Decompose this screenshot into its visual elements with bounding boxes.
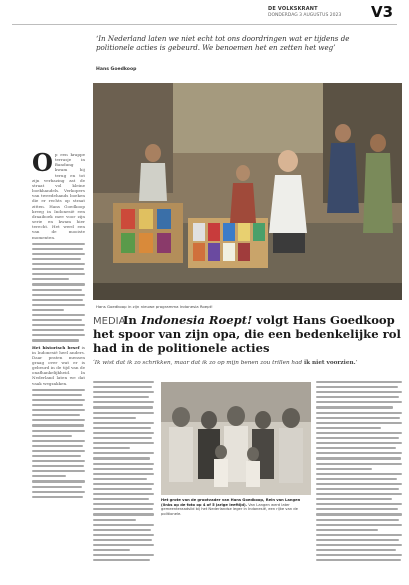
intro-quote-end: ’ bbox=[355, 360, 358, 366]
family-caption-bold: Het grote van de grootvader van Hans Goedkoop, Rein van Langen (links op de foto op 4 of 5 jarige leeftijd). bbox=[161, 498, 301, 507]
headline-programme-title: Indonesia Roept! bbox=[140, 313, 253, 327]
headline-part-1: In bbox=[123, 313, 141, 327]
lead-paragraph bbox=[32, 152, 85, 240]
body-text-lines-2 bbox=[32, 389, 85, 498]
family-photo-caption bbox=[161, 498, 311, 516]
article-subhead: Het historisch besef bbox=[32, 344, 80, 350]
intro-quote-text: ‘Ik wist dat ik zo schrikken, maar dat ik zo op mijn benen zou trillen had bbox=[93, 360, 303, 366]
body-paragraph bbox=[32, 345, 85, 386]
photo-caption: Hans Goedkoop in zijn nieuwe programma Indonesia Roept! bbox=[96, 304, 213, 309]
intro-quote-bold: ik niet voorzien. bbox=[303, 360, 356, 366]
lead-text: p een krappe terrasje in Bandung kwam hij terug en tot zijn verbazing zat de straat vol kleine boekhandels. Verkopers van tweedehands boeken die er rechts op straat zitten. Hans Goedkoop kreeg in Indonesië een draaiboek mee voor zijn serie en kwam hier terecht. Het werd een van de mooiste momenten. bbox=[32, 152, 85, 240]
section-kicker: MEDIA bbox=[93, 316, 126, 327]
street-bookstall-photo bbox=[93, 83, 402, 300]
newspaper-name: DE VOLKSKRANT bbox=[268, 6, 318, 12]
family-caption-text: Van Langen werd later gemeenteraadslid bij het Nederlandse leger in Indonesië, een rijke van de politionele. bbox=[161, 502, 298, 516]
masthead-rule bbox=[12, 24, 397, 25]
article-column-right bbox=[316, 380, 402, 580]
drop-cap: O bbox=[32, 152, 53, 177]
issue-date: DONDERDAG 3 AUGUSTUS 2023 bbox=[268, 13, 342, 18]
family-portrait-photo bbox=[161, 382, 311, 495]
body-text: is in Indonesië heel anders. Daar praten mensen graag over wat er is gebeurd in de tijd van de onafhankelijkheid. In Nederland laten we dat vaak wegzakken. bbox=[32, 344, 85, 386]
article-column-left bbox=[32, 152, 85, 572]
body-text-lines bbox=[32, 243, 85, 342]
page-number: V3 bbox=[371, 3, 394, 21]
pull-quote-author: Hans Goedkoop bbox=[96, 67, 137, 72]
masthead bbox=[0, 0, 409, 30]
headline-part-2: volgt Hans Goedkoop het spoor van zijn opa, die een bedenkelijke rol had in de politionele acties bbox=[93, 313, 401, 356]
article-intro-quote bbox=[93, 360, 405, 367]
article-headline bbox=[93, 313, 405, 356]
pull-quote: ‘In Nederland laten we niet echt tot ons doordringen wat er tijdens de politionele acties is gebeurd. We benoemen het en zetten het weg’ bbox=[96, 34, 350, 53]
article-column-middle bbox=[93, 380, 154, 580]
